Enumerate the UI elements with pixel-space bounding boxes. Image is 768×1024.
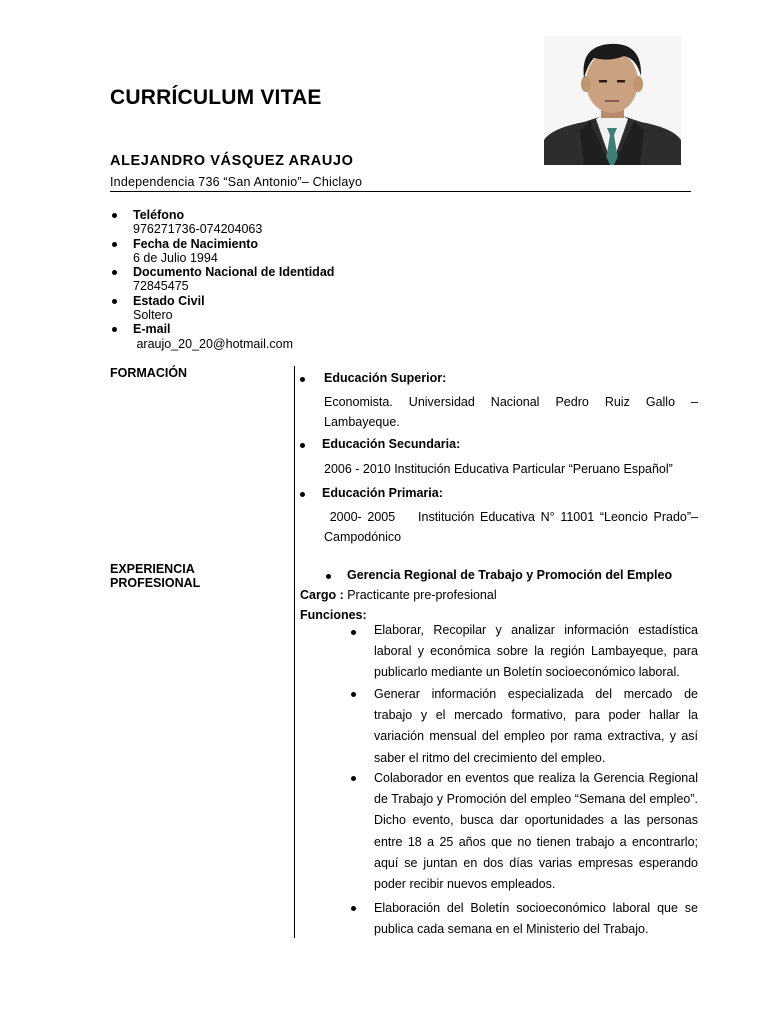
- bullet-icon: [351, 630, 356, 635]
- header-divider: [110, 191, 691, 192]
- contact-value: Soltero: [133, 308, 173, 323]
- education-text-secundaria: 2006 - 2010 Institución Educativa Particular “Peruano Español”: [324, 462, 673, 476]
- bullet-icon: [351, 692, 356, 697]
- contact-label: Teléfono: [133, 208, 185, 222]
- contact-value: 72845475: [133, 279, 189, 294]
- funcion-item: Elaboración del Boletín socioeconómico laboral que se publica cada semana en el Ministerio del Trabajo.: [374, 901, 698, 937]
- contact-item-email: [110, 322, 430, 351]
- contact-list: [110, 208, 430, 351]
- education-heading-secundaria: Educación Secundaria:: [322, 437, 461, 451]
- funciones-label: Funciones:: [300, 608, 367, 622]
- funcion-item: Colaborador en eventos que realiza la Gerencia Regional de Trabajo y Promoción del empleo “Semana del empleo”. Dicho evento, busca dar oportunidades a las personas entre 18 a 25 años que no tienen trabajo a encontrarlo; aquí se juntan en dos días varias empresas esperando poder recibir nuevos empleados.: [374, 771, 698, 892]
- education-heading-superior: Educación Superior:: [324, 371, 447, 385]
- bullet-icon: [351, 906, 356, 911]
- contact-value: 976271736-074204063: [133, 222, 263, 237]
- funcion-item: Elaborar, Recopilar y analizar información estadística laboral y económica sobre la región Lambayeque, para publicarlo mediante un Boletín socioeconómico laboral.: [374, 623, 698, 680]
- cargo-label: Cargo :: [300, 588, 344, 602]
- education-text-primaria: 2000- 2005 Institución Educativa N° 11001 “Leoncio Prado”– Campodónico: [324, 510, 702, 544]
- bullet-icon: [112, 270, 117, 275]
- employer-name: Gerencia Regional de Trabajo y Promoción del Empleo: [347, 568, 673, 582]
- column-divider: [294, 366, 295, 938]
- contact-value: 6 de Julio 1994: [133, 250, 218, 265]
- education-text-superior: Economista. Universidad Nacional Pedro Ruiz Gallo – Lambayeque.: [324, 395, 698, 429]
- section-label-line: EXPERIENCIA: [110, 562, 195, 576]
- contact-item-birthdate: [110, 237, 430, 266]
- education-heading-primaria: Educación Primaria:: [322, 486, 443, 500]
- bullet-icon: [326, 574, 331, 579]
- contact-label: Estado Civil: [133, 293, 205, 308]
- bullet-icon: [112, 242, 117, 247]
- bullet-icon: [112, 327, 117, 332]
- contact-item-dni: [110, 265, 430, 294]
- contact-label: Fecha de Nacimiento: [133, 236, 259, 251]
- document-title: CURRÍCULUM VITAE: [110, 86, 322, 109]
- contact-value: araujo_20_20@hotmail.com: [133, 336, 294, 351]
- cargo-line: [300, 588, 497, 602]
- bullet-icon: [112, 299, 117, 304]
- contact-label: Documento Nacional de Identidad: [133, 265, 335, 280]
- contact-label: E-mail: [133, 322, 171, 337]
- candidate-name: ALEJANDRO VÁSQUEZ ARAUJO: [110, 153, 354, 169]
- bullet-icon: [112, 213, 117, 218]
- person-portrait-icon: [544, 36, 681, 165]
- candidate-address: Independencia 736 “San Antonio”– Chiclayo: [110, 175, 363, 189]
- bullet-icon: [300, 492, 305, 497]
- section-label-experiencia: [110, 562, 200, 590]
- bullet-icon: [351, 776, 356, 781]
- cargo-value: Practicante pre-profesional: [343, 588, 497, 602]
- profile-photo: [544, 36, 681, 165]
- funcion-item: Generar información especializada del mercado de trabajo y el mercado formativo, para poder hallar la variación mensual del empleo por rama extractiva, y así saber el ritmo del crecimiento del empleo.: [374, 687, 698, 765]
- section-label-line: PROFESIONAL: [110, 576, 201, 590]
- section-label-formacion: FORMACIÓN: [110, 366, 188, 380]
- contact-item-civil-status: [110, 294, 430, 323]
- bullet-icon: [300, 443, 305, 448]
- bullet-icon: [300, 377, 305, 382]
- contact-item-phone: [110, 208, 430, 237]
